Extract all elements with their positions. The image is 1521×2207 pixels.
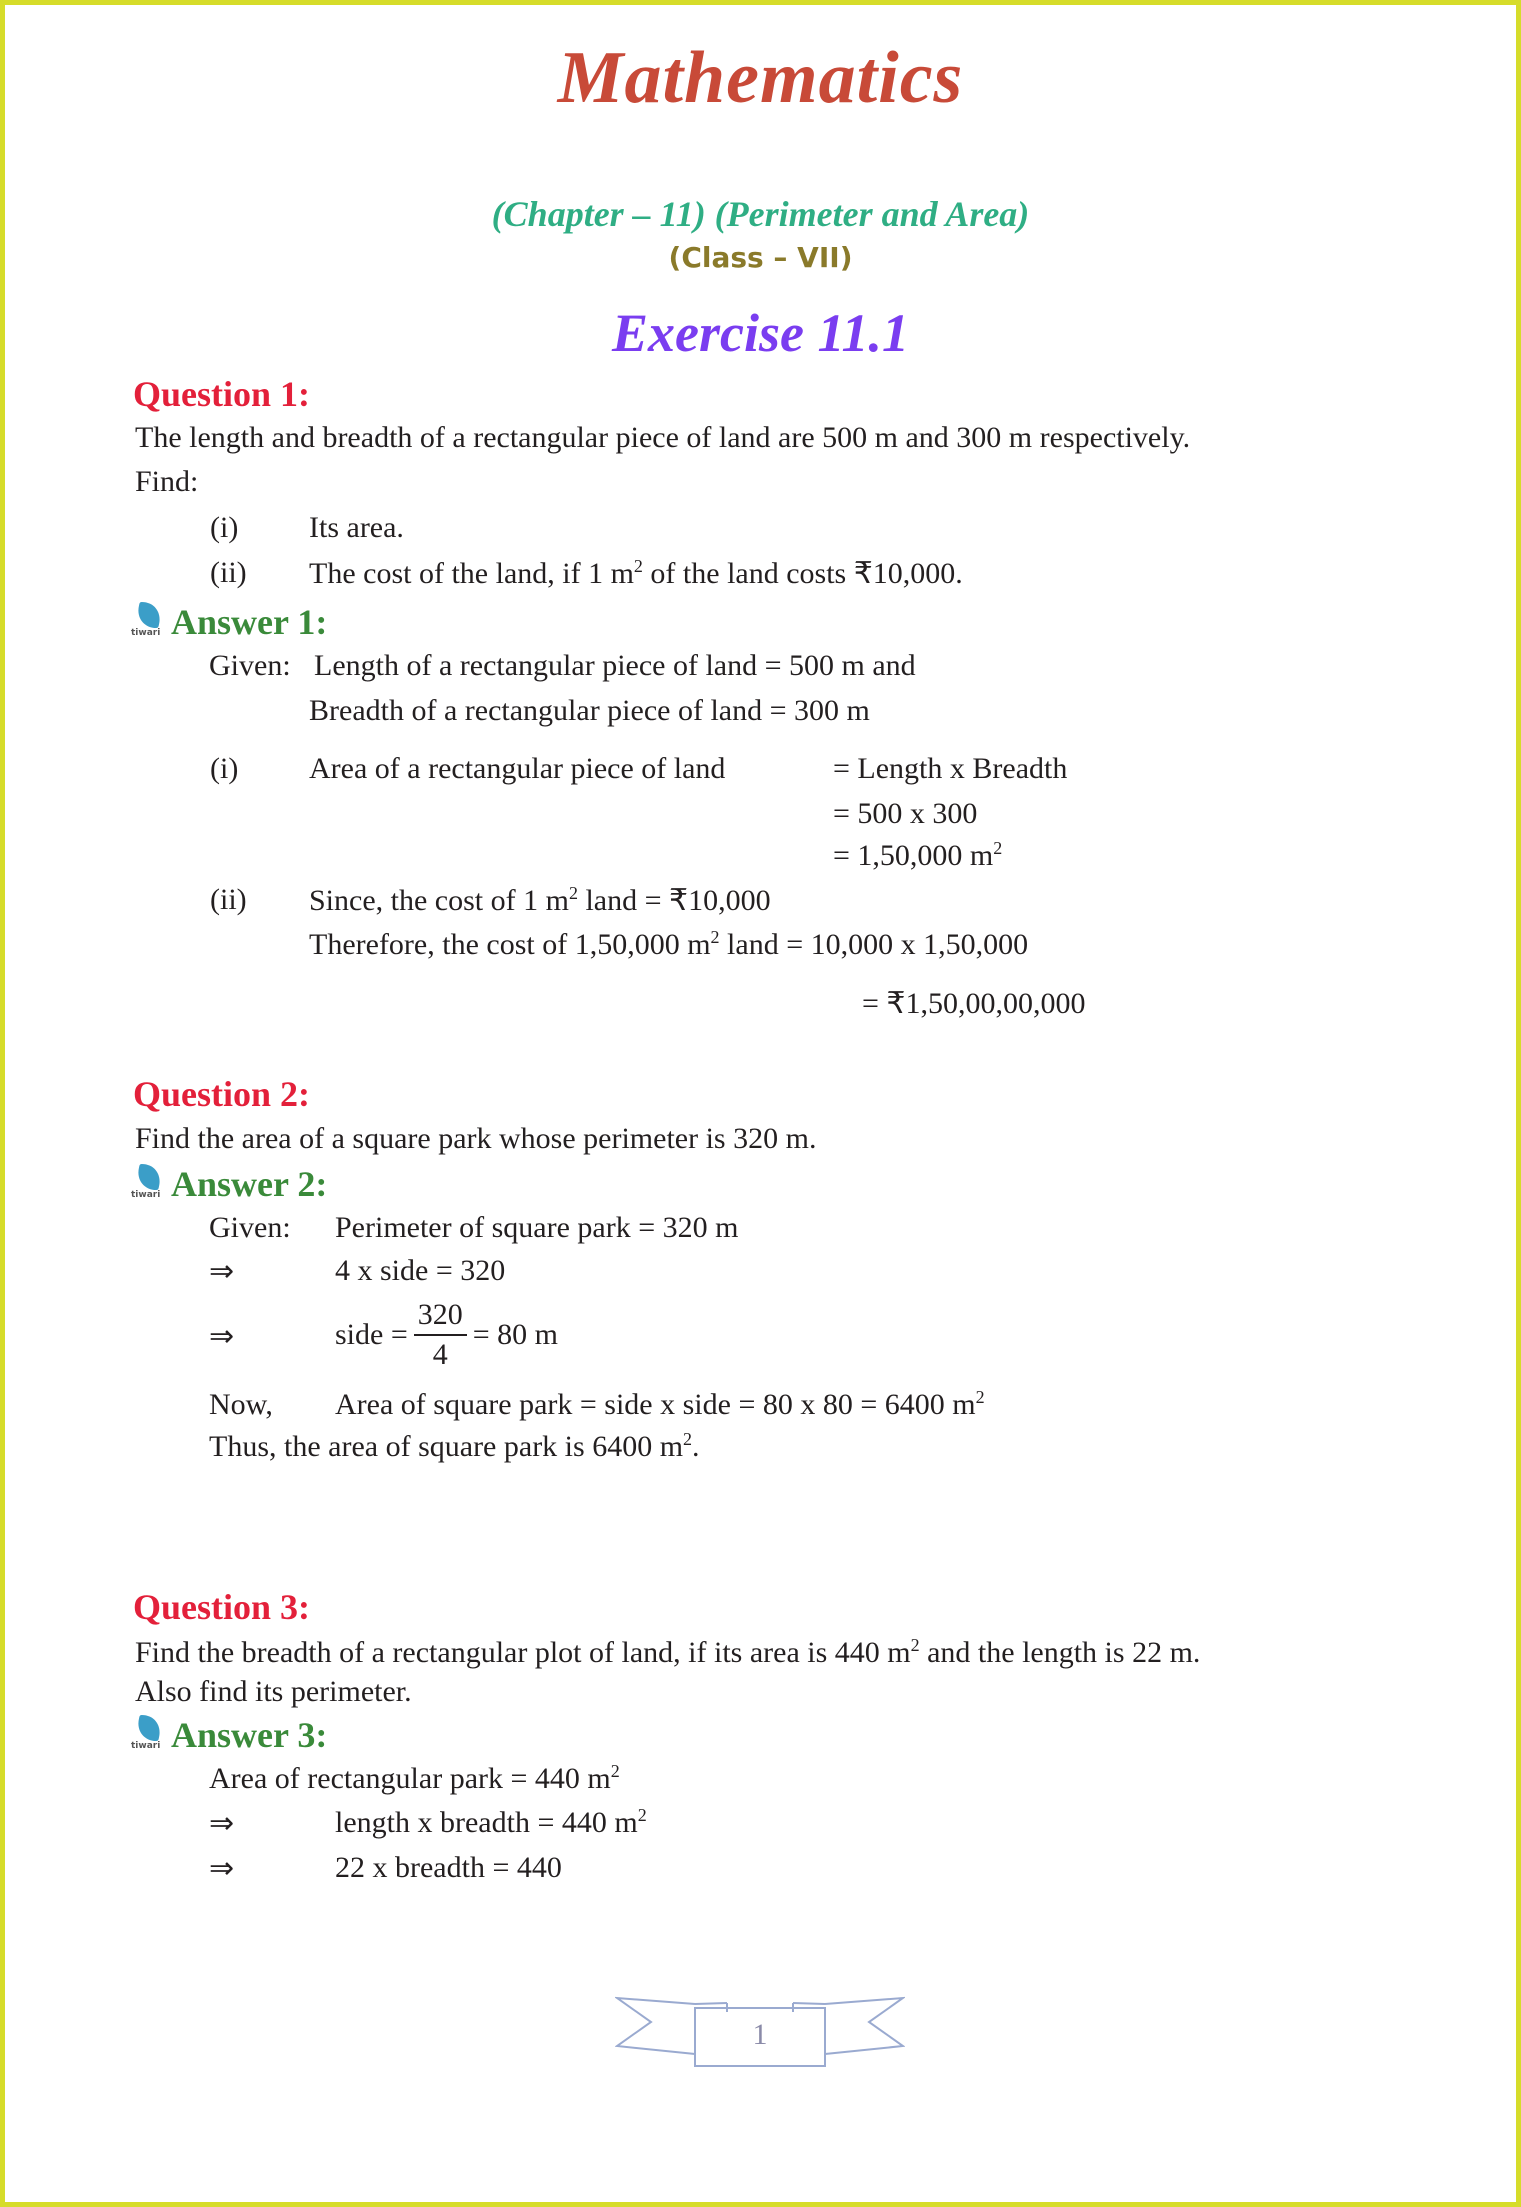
now-label: Now,	[209, 1388, 273, 1421]
implies-icon: ⇒	[209, 1255, 235, 1288]
answer-2-heading: tiwari Answer 2:	[131, 1164, 328, 1204]
part-i-step: = 1,50,000 $m^2$	[833, 838, 1003, 872]
part-label: (ii)	[210, 883, 247, 916]
question-3-heading: Question 3:	[133, 1587, 311, 1627]
part-ii-line: Since, the cost of 1 $m^2$ land = ₹10,000	[309, 883, 771, 917]
answer-3-heading: tiwari Answer 3:	[131, 1715, 328, 1755]
implies-icon: ⇒	[209, 1807, 235, 1840]
step-line: 22 x breadth = 440	[335, 1851, 562, 1884]
tiwari-leaf-logo-icon: tiwari	[131, 1164, 165, 1200]
part-ii-result: = ₹1,50,00,00,000	[862, 987, 1086, 1020]
fraction: $\frac{320}{4}$	[414, 1296, 467, 1374]
part-text: Its area.	[309, 511, 404, 544]
part-text: The cost of the land, if 1 $m^2$ of the land costs ₹10,000.	[309, 556, 963, 590]
page-number-ribbon	[615, 1990, 905, 2072]
implies-icon: ⇒	[209, 1320, 235, 1353]
step-line: Area of rectangular park = 440 $m^2$	[209, 1761, 620, 1795]
given-line: Perimeter of square park = 320 m	[335, 1211, 739, 1244]
question-3-text: Also find its perimeter.	[135, 1675, 412, 1708]
step-line: 4 x side = 320	[335, 1254, 506, 1287]
part-ii-line: Therefore, the cost of 1,50,000 $m^2$ land = 10,000 x 1,50,000	[309, 927, 1029, 961]
question-2-text: Find the area of a square park whose perimeter is 320 m.	[135, 1122, 817, 1155]
answer-1-heading: tiwari Answer 1:	[131, 602, 328, 642]
question-1-heading: Question 1:	[133, 374, 311, 414]
part-i-step: = 500 x 300	[833, 797, 978, 830]
given-line: Length of a rectangular piece of land = 500 m and	[314, 649, 916, 682]
conclusion-line: Thus, the area of square park is 6400 $m^2$.	[209, 1429, 700, 1463]
given-label: Given:	[209, 1211, 291, 1244]
implies-icon: ⇒	[209, 1852, 235, 1885]
question-1-text: The length and breadth of a rectangular piece of land are 500 m and 300 m respectively.	[135, 421, 1191, 454]
question-2-heading: Question 2:	[133, 1074, 311, 1114]
class-label: (Class – VII)	[668, 241, 853, 274]
part-i-lhs: Area of a rectangular piece of land	[309, 752, 726, 785]
part-label: (i)	[210, 511, 239, 544]
given-line: Breadth of a rectangular piece of land = 300 m	[309, 694, 870, 727]
part-i-step: = Length x Breadth	[833, 752, 1068, 785]
page-title: Mathematics	[557, 37, 964, 119]
tiwari-leaf-logo-icon: tiwari	[131, 602, 165, 638]
question-3-text: Find the breadth of a rectangular plot of land, if its area is 440 $m^2$ and the length is 22 m.	[135, 1635, 1201, 1669]
question-1-find: Find:	[135, 465, 199, 498]
exercise-heading: Exercise 11.1	[612, 303, 909, 363]
part-label: (ii)	[210, 556, 247, 589]
part-label: (i)	[210, 752, 239, 785]
tiwari-leaf-logo-icon: tiwari	[131, 1715, 165, 1751]
step-line: length x breadth = 440 $m^2$	[335, 1805, 647, 1839]
page-number: 1	[752, 2018, 768, 2051]
now-line: Area of square park = side x side = 80 x 80 = 6400 $m^2$	[335, 1387, 985, 1421]
fraction-step: side = $\frac{320}{4}$ = 80 m	[335, 1296, 558, 1374]
chapter-heading: (Chapter – 11) (Perimeter and Area)	[491, 194, 1030, 234]
given-label: Given:	[209, 649, 291, 682]
